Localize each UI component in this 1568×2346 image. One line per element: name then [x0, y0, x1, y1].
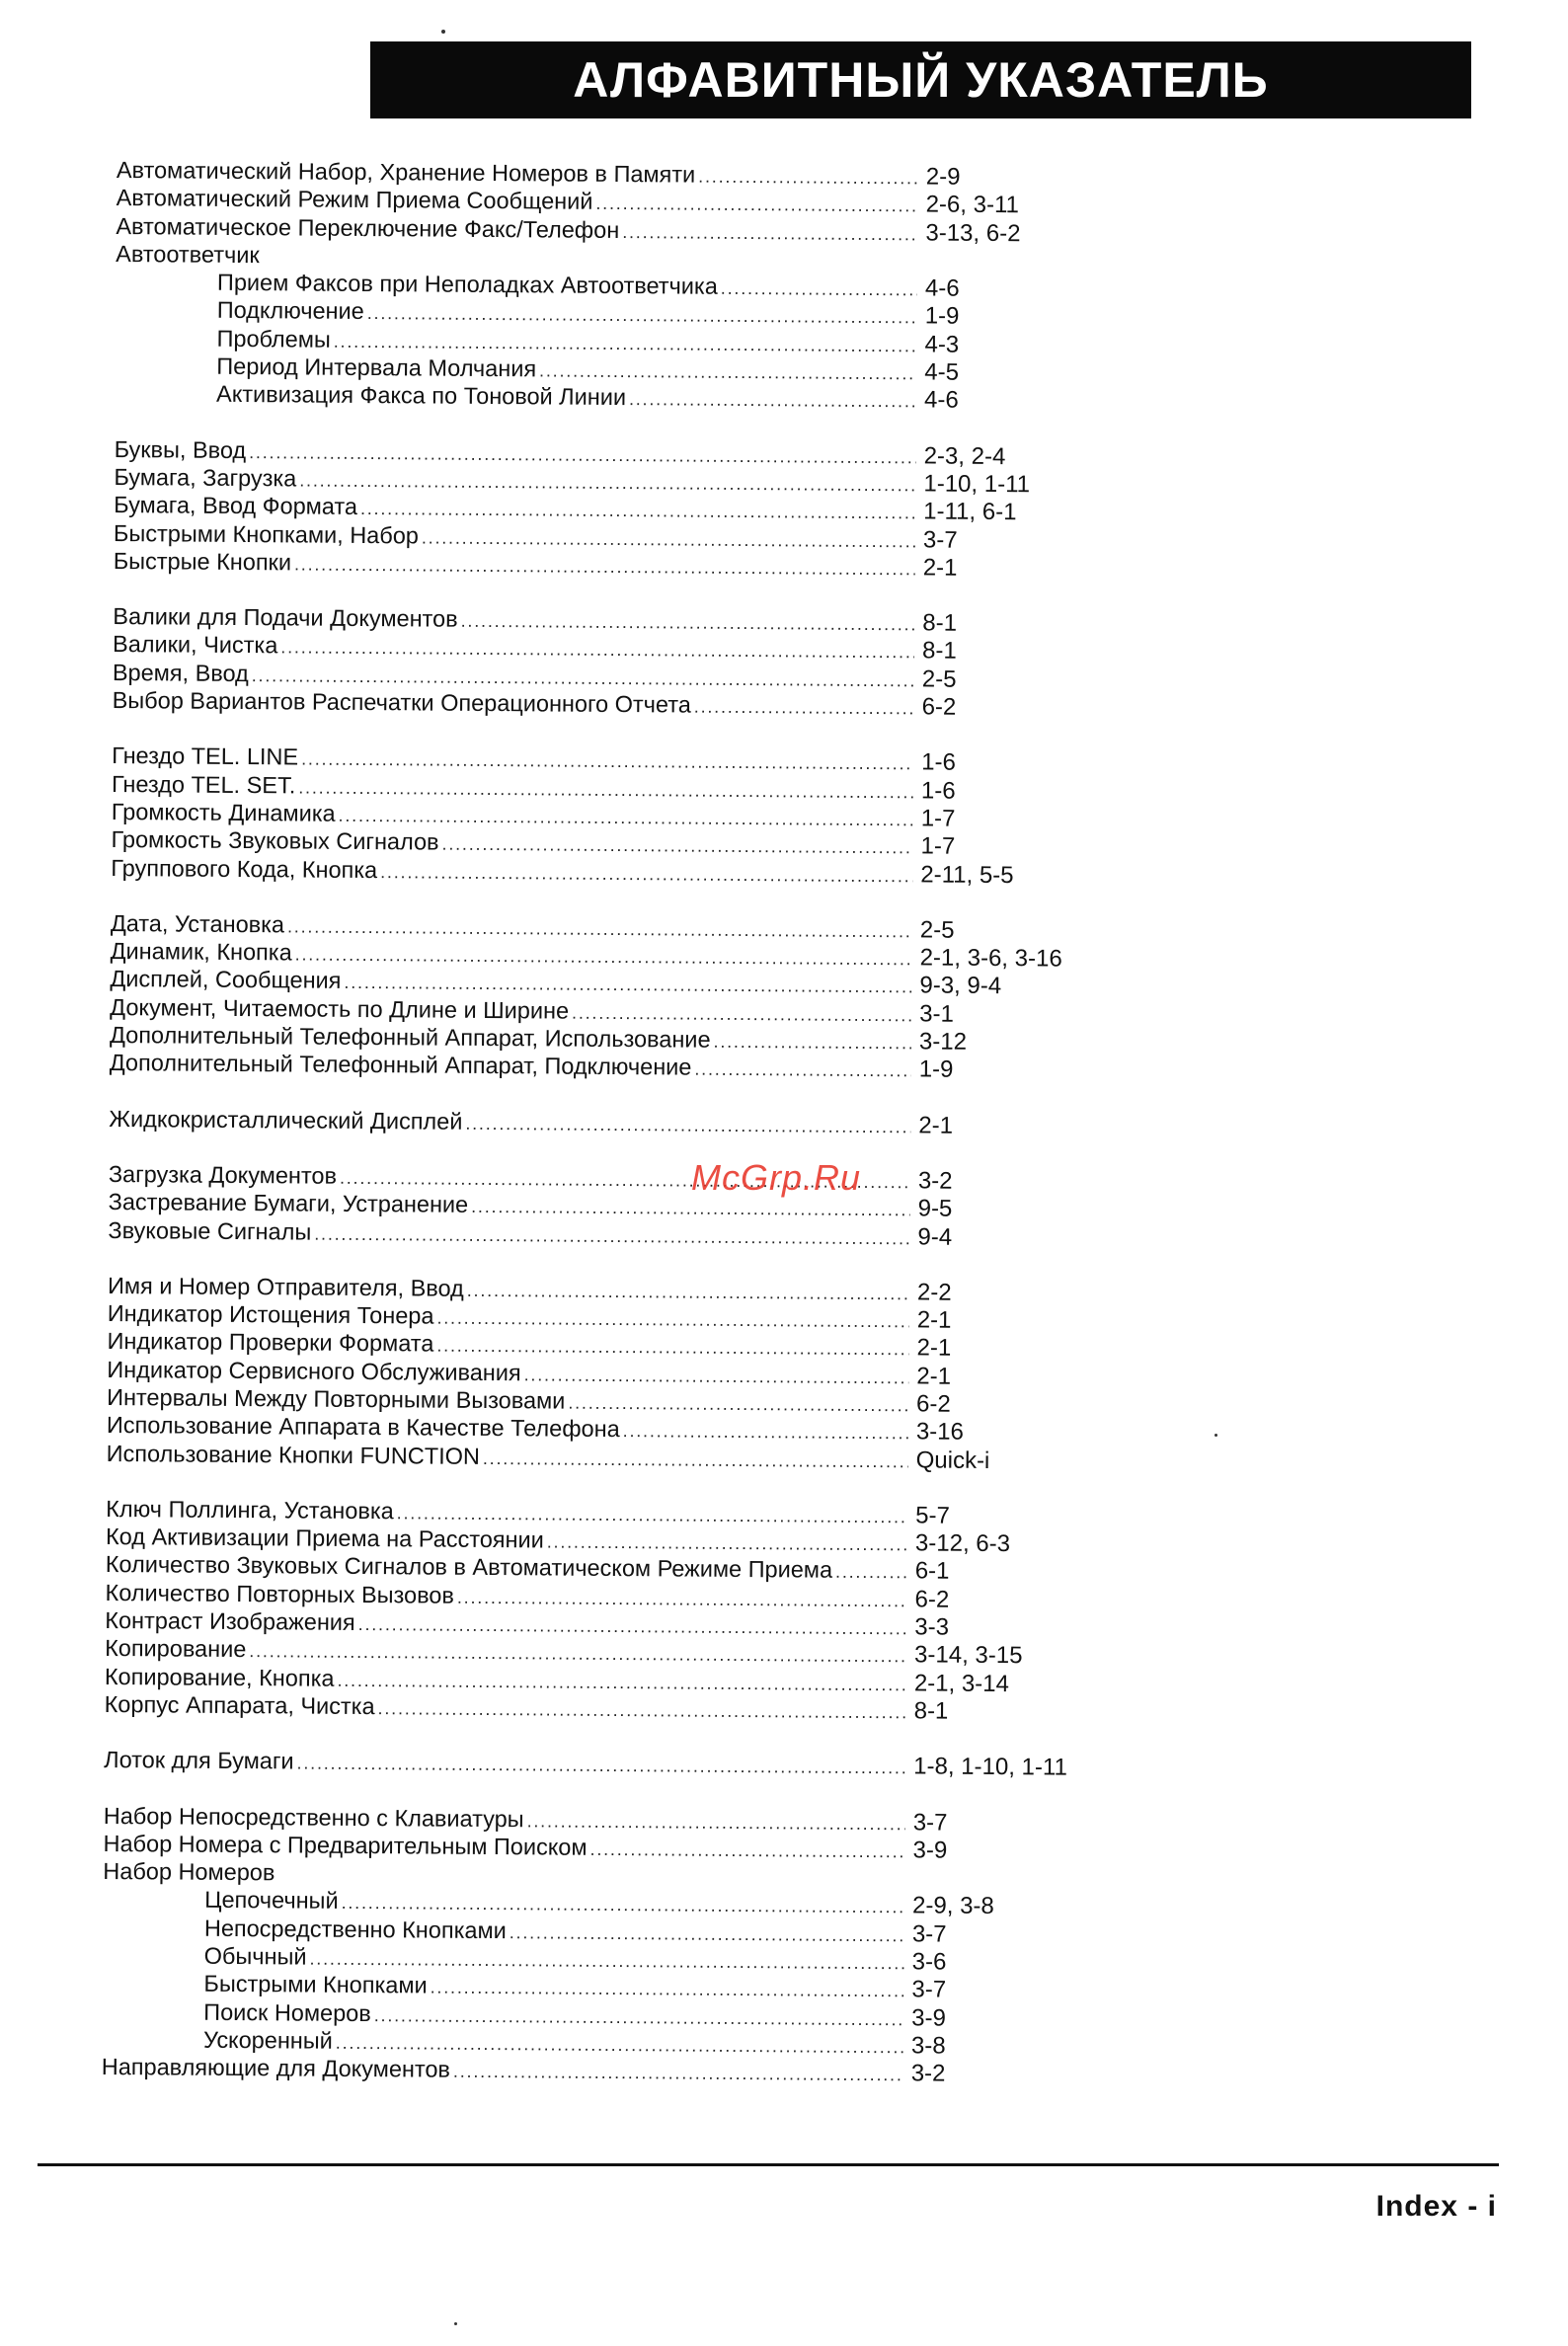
index-term: Подключение: [216, 297, 364, 325]
index-term: Непосредственно Кнопками: [203, 1915, 507, 1943]
index-page-refs: 2-3, 2-4: [923, 442, 1006, 470]
index-term: Громкость Звуковых Сигналов: [111, 826, 439, 855]
index-term: Набор Номера с Предварительным Поиском: [103, 1830, 588, 1860]
index-page-refs: 6-2: [921, 693, 957, 721]
dot-leader: [713, 1028, 911, 1057]
index-page-refs: 2-2: [916, 1279, 952, 1306]
index-term: Прием Факсов при Неполадках Автоответчика: [216, 269, 718, 299]
index-page-refs: 3-9: [912, 1837, 948, 1864]
index-page-refs: 1-9: [924, 302, 960, 331]
dot-leader: [360, 495, 915, 527]
index-page-refs: 4-6: [923, 386, 959, 415]
dot-leader: [377, 1694, 905, 1726]
dot-leader: [431, 1974, 904, 2005]
index-page-refs: Quick-i: [915, 1446, 990, 1474]
index-page-refs: 4-3: [924, 331, 960, 358]
index-page-refs: 1-11, 6-1: [923, 498, 1017, 526]
index-page-refs: 3-9: [911, 2004, 947, 2032]
index-term: Активизация Факса по Тоновой Линии: [216, 381, 627, 411]
index-term: Автоответчик: [116, 240, 260, 269]
index-page-refs: 3-2: [910, 2060, 946, 2087]
dot-leader: [483, 1445, 908, 1476]
dot-leader: [436, 1304, 908, 1336]
index-page-refs: [921, 268, 1123, 270]
title-banner: [370, 41, 1471, 118]
index-term: Валики для Подачи Документов: [113, 603, 458, 632]
index-term: Использование Кнопки FUNCTION: [106, 1440, 481, 1469]
index-page-refs: 2-1, 3-6, 3-16: [919, 944, 1062, 973]
dot-leader: [595, 190, 917, 220]
dot-leader: [337, 1666, 906, 1698]
index-term: Гнездо TEL. LINE: [112, 743, 299, 770]
index-term: Бумага, Ввод Формата: [114, 492, 358, 520]
index-term: Быстрыми Кнопками, Набор: [113, 519, 420, 548]
bottom-divider: [38, 2163, 1499, 2166]
index-page-refs: 3-6: [911, 1948, 947, 1976]
index-page-refs: 3-8: [910, 2032, 946, 2060]
index-page-refs: 2-1: [916, 1306, 952, 1334]
index-page-refs: 2-1: [918, 1112, 954, 1139]
index-page-refs: 2-11, 5-5: [920, 860, 1014, 889]
index-term: Дисплей, Сообщения: [110, 966, 342, 994]
index-term: Ускоренный: [202, 2026, 333, 2054]
page-title: АЛФАВИТНЫЙ УКАЗАТЕЛЬ: [573, 52, 1269, 108]
index-term: Корпус Аппарата, Чистка: [104, 1690, 375, 1720]
dot-leader: [296, 1750, 905, 1782]
index-term: Ключ Поллинга, Установка: [106, 1495, 394, 1525]
dot-leader: [380, 858, 912, 891]
index-page-refs: 2-1: [922, 554, 958, 582]
index-term: Буквы, Ввод: [114, 435, 247, 463]
index-term: Обычный: [203, 1942, 307, 1970]
dot-leader: [694, 1056, 911, 1085]
index-page-refs: 9-3, 9-4: [919, 972, 1002, 1000]
index-page-refs: 1-8, 1-10, 1-11: [913, 1753, 1067, 1781]
index-term: Интервалы Между Повторными Вызовами: [107, 1383, 566, 1414]
index-term: Бумага, Загрузка: [114, 463, 297, 492]
index-term: Количество Звуковых Сигналов в Автоматическом Режиме Приема: [105, 1551, 833, 1584]
index-page-refs: 3-7: [911, 1920, 947, 1948]
dot-leader: [589, 1836, 904, 1866]
index-page-refs: 2-9, 3-8: [911, 1892, 994, 1920]
index-term: Время, Ввод: [112, 659, 249, 686]
dot-leader: [467, 1277, 909, 1308]
index-page-refs: 2-6, 3-11: [925, 191, 1020, 219]
index-term: Гнездо TEL. SET.: [111, 770, 296, 799]
index-term: Копирование, Кнопка: [104, 1663, 335, 1691]
dot-leader: [294, 550, 915, 583]
index-term: Выбор Вариантов Распечатки Операционного Отчета: [112, 687, 691, 718]
index-page-refs: 3-12: [918, 1028, 968, 1056]
index-term: Автоматическое Переключение Факс/Телефон: [116, 212, 620, 243]
dot-leader: [622, 218, 917, 249]
dot-leader: [422, 523, 915, 555]
index-term: Дата, Установка: [110, 909, 285, 938]
index-term: Имя и Номер Отправителя, Ввод: [107, 1272, 464, 1301]
dot-leader: [721, 274, 917, 304]
watermark: McGrp.Ru: [691, 1157, 862, 1198]
index-term: Код Активизации Приема на Расстоянии: [105, 1524, 544, 1553]
index-page-refs: 2-9: [925, 163, 961, 191]
index-page-refs: 4-6: [924, 274, 960, 302]
index-page-refs: 8-1: [913, 1697, 949, 1725]
index-page-refs: 1-10, 1-11: [923, 470, 1031, 499]
dot-leader: [623, 1417, 908, 1447]
dot-leader: [524, 1361, 909, 1391]
index-page-refs: 3-7: [911, 1976, 947, 2003]
index-page-refs: 2-5: [921, 665, 957, 693]
index-term: Цепочечный: [204, 1887, 339, 1915]
index-list: [102, 156, 1124, 2088]
index-page-refs: 6-2: [914, 1586, 950, 1613]
dot-leader: [510, 1918, 904, 1949]
index-page-refs: 1-7: [920, 805, 956, 832]
dot-leader: [461, 607, 915, 639]
index-term: Количество Повторных Вызовов: [105, 1579, 455, 1608]
index-term: Контраст Изображения: [105, 1607, 355, 1636]
index-page-refs: 8-1: [921, 637, 957, 665]
index-term: Индикатор Проверки Формата: [107, 1328, 434, 1357]
dot-leader: [835, 1558, 907, 1587]
index-term: Загрузка Документов: [108, 1160, 338, 1189]
index-term: Лоток для Бумаги: [104, 1747, 294, 1774]
index-page-refs: 3-14, 3-15: [913, 1641, 1023, 1670]
index-term: Проблемы: [216, 325, 331, 352]
index-term: Жидкокристаллический Дисплей: [109, 1105, 463, 1134]
scan-speck: [1215, 1434, 1217, 1437]
dot-leader: [374, 2001, 904, 2034]
scan-speck: [441, 30, 445, 34]
dot-leader: [698, 163, 918, 193]
index-term: Динамик, Кнопка: [110, 938, 292, 966]
dot-leader: [465, 1109, 910, 1140]
index-term: Дополнительный Телефонный Аппарат, Подключение: [109, 1050, 692, 1080]
index-page-refs: 5-7: [915, 1502, 951, 1529]
index-page-refs: [908, 1885, 1110, 1887]
index-page-refs: 3-7: [912, 1808, 948, 1837]
index-term: Использование Аппарата в Качестве Телефона: [106, 1412, 620, 1443]
index-page-refs: 6-1: [914, 1557, 950, 1586]
index-page-refs: 2-1, 3-14: [913, 1670, 1010, 1697]
index-term: Документ, Читаемость по Длине и Ширине: [110, 993, 570, 1024]
index-term: Поиск Номеров: [203, 1998, 371, 2026]
index-page-refs: 6-2: [915, 1390, 951, 1418]
index-page-refs: 3-7: [922, 525, 958, 554]
index-term: Застревание Бумаги, Устранение: [108, 1189, 469, 1218]
index-page-refs: 3-1: [919, 1000, 954, 1028]
index-term: Быстрые Кнопки: [113, 547, 292, 576]
dot-leader: [358, 1610, 907, 1643]
index-term: Быстрыми Кнопками: [203, 1971, 428, 1998]
scan-speck: [454, 2322, 457, 2325]
dot-leader: [367, 299, 917, 332]
index-term: Громкость Динамика: [111, 798, 336, 826]
index-page-refs: 1-6: [920, 777, 956, 805]
index-page-refs: 3-3: [914, 1613, 950, 1641]
index-page-refs: 8-1: [922, 609, 958, 637]
index-term: Индикатор Сервисного Обслуживания: [107, 1356, 521, 1385]
dot-leader: [694, 693, 914, 723]
index-term: Копирование: [105, 1635, 247, 1663]
index-term: Набор Непосредственно с Клавиатуры: [103, 1802, 524, 1832]
index-page-refs: 1-9: [918, 1056, 954, 1083]
dot-leader: [314, 1219, 909, 1252]
index-page-refs: 9-4: [917, 1222, 953, 1251]
index-term: Автоматический Набор, Хранение Номеров в Памяти: [116, 156, 696, 188]
index-page-refs: 2-5: [919, 916, 955, 944]
index-page-refs: 3-16: [915, 1418, 965, 1447]
index-page-refs: 4-5: [924, 358, 960, 386]
index-page-refs: 2-1: [916, 1334, 952, 1363]
index-page-refs: 3-12, 6-3: [914, 1529, 1011, 1558]
index-page-refs: 3-2: [917, 1167, 953, 1195]
index-term: Направляющие для Документов: [101, 2054, 451, 2082]
dot-leader: [441, 830, 912, 862]
index-term: Период Интервала Молчания: [216, 352, 537, 382]
dot-leader: [629, 385, 916, 416]
index-term: Автоматический Режим Приема Сообщений: [116, 185, 593, 215]
page-footer-label: Index - i: [1375, 2190, 1497, 2223]
index-page-refs: 3-13, 6-2: [925, 219, 1021, 247]
index-page-refs: 1-7: [920, 832, 956, 860]
index-term: Звуковые Сигналы: [108, 1216, 312, 1245]
dot-leader: [457, 1584, 907, 1615]
index-term: Набор Номеров: [103, 1858, 275, 1886]
index-page-refs: 2-1: [916, 1363, 952, 1390]
index-term: Дополнительный Телефонный Аппарат, Использование: [109, 1021, 711, 1053]
index-term: Индикатор Истощения Тонера: [107, 1300, 434, 1329]
index-page-refs: 9-5: [917, 1195, 953, 1222]
index-term: Группового Кода, Кнопка: [111, 854, 378, 883]
index-page-refs: 1-6: [921, 748, 956, 777]
index-term: Валики, Чистка: [113, 631, 278, 659]
dot-leader: [453, 2058, 903, 2089]
